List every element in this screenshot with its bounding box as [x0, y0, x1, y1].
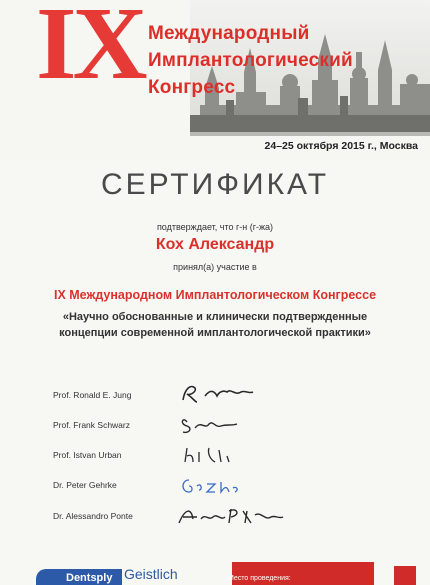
congress-title-line-2: Имплантологический [148, 50, 353, 71]
event-subtitle-line-2: концепции современной имплантологической практики» [59, 327, 371, 339]
confirms-text: подтверждает, что г-н (г-жа) [156, 222, 274, 232]
signatory-row [0, 382, 430, 408]
signature-image [175, 442, 265, 468]
congress-title-line-1: Международный [148, 23, 310, 44]
event-subtitle [0, 309, 430, 341]
event-subtitle-line-1: «Научно обоснованные и клинически подтвержденные [62, 311, 368, 323]
event-dates: 24–25 октября 2015 г., Москва [264, 140, 418, 152]
signatory-row [0, 472, 430, 498]
signature-image [175, 503, 285, 529]
recipient-name: Кох Александр [155, 236, 275, 253]
dentsply-logo: Dentsply [36, 569, 122, 585]
signatory-name: Dr. Peter Gehrke [53, 480, 117, 490]
signatory-row [0, 503, 430, 529]
participated-text: принял(а) участие в [173, 262, 257, 272]
venue-label: Место проведения: [228, 575, 291, 582]
signature-image [175, 382, 265, 408]
congress-title-line-3: Конгресс [148, 77, 236, 98]
signatory-name: Prof. Ronald E. Jung [53, 390, 132, 400]
venue-logo [394, 566, 416, 585]
signatory-name: Prof. Istvan Urban [53, 450, 122, 460]
congress-title [148, 20, 418, 101]
header-banner [0, 0, 430, 160]
signatory-name: Dr. Alessandro Ponte [53, 511, 133, 521]
signature-image [175, 472, 265, 498]
signatory-row [0, 442, 430, 468]
signature-image [175, 412, 265, 438]
geistlich-logo: Geistlich [124, 566, 178, 582]
congress-numeral: IX [36, 0, 144, 101]
event-name: IX Международном Имплантологическом Конгрессе [53, 288, 377, 302]
signatory-row [0, 412, 430, 438]
signatory-name: Prof. Frank Schwarz [53, 420, 130, 430]
certificate-title: СЕРТИФИКАТ [100, 168, 330, 201]
